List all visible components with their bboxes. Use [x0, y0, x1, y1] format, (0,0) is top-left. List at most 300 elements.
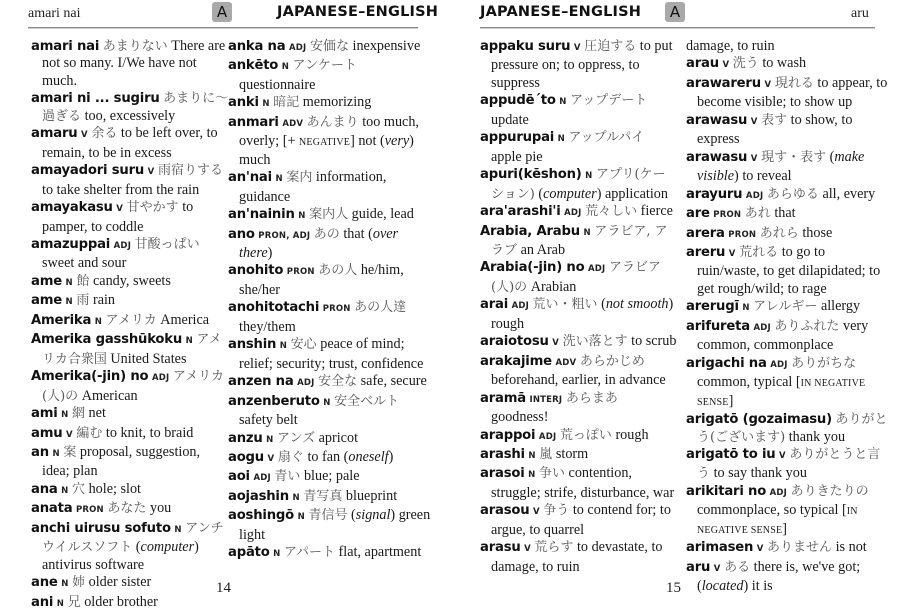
letter-tab: A — [665, 2, 685, 22]
definition-text: you — [146, 500, 172, 517]
part-of-speech: N — [262, 99, 270, 110]
definition-text: net — [85, 405, 106, 422]
definition-text: to fan ( — [303, 448, 349, 465]
japanese-term: あの人達 — [354, 300, 407, 316]
definition-text: to show, to express — [697, 111, 853, 148]
dictionary-entry — [686, 225, 890, 244]
dictionary-entry — [686, 539, 890, 558]
japanese-term: 暗記 — [273, 95, 300, 111]
part-of-speech: V — [779, 450, 786, 461]
japanese-term: 雨 — [76, 293, 90, 309]
headword: anata — [31, 501, 73, 517]
headword: an'nainin — [228, 207, 295, 223]
part-of-speech: ADJ — [151, 373, 170, 384]
dictionary-entry — [480, 129, 678, 166]
part-of-speech: ADJ — [253, 473, 271, 484]
definition-text: ) to reveal — [734, 168, 792, 185]
definition-text: questionnaire — [239, 76, 316, 93]
definition-text: older brother — [80, 593, 158, 610]
definition-text: to be left over, to remain, to be in excess — [42, 125, 218, 161]
definition-text: memorizing — [299, 94, 372, 111]
japanese-term: 網 — [71, 406, 85, 422]
definition-text: very common, commonplace — [697, 317, 869, 354]
headword: anmari — [228, 114, 279, 130]
headword: amayakasu — [31, 200, 113, 216]
headword: arifureta — [686, 318, 750, 334]
part-of-speech: ADJ — [769, 487, 788, 498]
definition-text: blue; pale — [300, 468, 360, 485]
japanese-term: あらゆる — [766, 186, 819, 202]
japanese-term: 荒っぽい — [559, 427, 612, 443]
headword: an — [31, 444, 49, 460]
japanese-term: ありがとうと言う — [697, 446, 881, 482]
definition-text: Arabian — [527, 278, 577, 295]
part-of-speech: V — [728, 248, 736, 259]
page-number: 14 — [216, 580, 231, 596]
section-title: JAPANESE–ENGLISH — [480, 4, 642, 20]
definition-text: ( — [132, 539, 141, 556]
definition-text: too much, overly; [+ — [239, 113, 419, 150]
dictionary-entry — [31, 292, 231, 311]
japanese-term: 荒れる — [739, 244, 779, 260]
definition-text: ] — [782, 520, 788, 537]
part-of-speech: V — [80, 130, 88, 141]
dictionary-entry — [228, 57, 433, 94]
definition-text: ( — [597, 296, 606, 313]
dictionary-entry — [686, 149, 890, 186]
headword: anohito — [228, 263, 284, 279]
definition-text: goodness! — [491, 409, 549, 426]
headword: anchi uirusu sofuto — [31, 520, 171, 536]
japanese-term: あまりない — [102, 39, 168, 54]
definition-text: to take shelter from the rain — [42, 181, 200, 198]
japanese-term: あなた — [107, 501, 147, 517]
part-of-speech: N — [281, 62, 290, 73]
definition-text: sweet and sour — [42, 255, 127, 272]
definition-text: ( — [534, 185, 544, 202]
japanese-term: 安全な — [318, 374, 358, 390]
part-of-speech: N — [61, 485, 69, 496]
dictionary-entry — [31, 199, 231, 236]
japanese-term: アップルパイ — [568, 130, 645, 146]
headword: ara'arashi'i — [480, 204, 561, 220]
dictionary-entry — [686, 112, 890, 149]
dictionary-entry — [228, 169, 433, 206]
definition-text: storm — [552, 445, 589, 462]
headword: Arabia, Arabu — [480, 223, 580, 239]
dictionary-entry — [31, 273, 231, 292]
section-title: JAPANESE–ENGLISH — [277, 4, 439, 20]
headword: ame — [31, 273, 62, 289]
italic-note: over there — [239, 225, 399, 261]
japanese-term: 青写真 — [303, 488, 343, 504]
part-of-speech: N — [94, 316, 103, 327]
definition-text: thank you — [785, 428, 846, 445]
entry-column — [228, 38, 433, 564]
definition-text: that ( — [339, 225, 373, 242]
headword: anohitotachi — [228, 300, 320, 316]
part-of-speech: N — [65, 277, 73, 288]
part-of-speech: ADJ — [288, 43, 307, 53]
dictionary-entry — [480, 259, 678, 296]
dictionary-entry — [480, 92, 678, 129]
usage-label: IN NEGATIVE SENSE — [697, 506, 858, 536]
italic-note: oneself — [348, 448, 389, 465]
guide-word: amari nai — [28, 6, 81, 21]
dictionary-entry — [686, 411, 890, 446]
part-of-speech: N — [56, 598, 65, 609]
dictionary-entry — [686, 483, 890, 539]
headword: arayuru — [686, 186, 743, 202]
headword: ani — [31, 594, 54, 610]
dictionary-entry — [31, 500, 231, 519]
part-of-speech: N — [266, 434, 274, 445]
headword: arawasu — [686, 149, 748, 165]
japanese-term: 雨宿りする — [157, 163, 223, 179]
headword: aoshingō — [228, 508, 295, 524]
part-of-speech: V — [573, 43, 581, 53]
dictionary-entry — [686, 355, 890, 411]
japanese-term: ありません — [767, 540, 833, 556]
japanese-term: 甘酸っぱい — [134, 236, 200, 252]
japanese-term: 案 — [63, 444, 77, 460]
part-of-speech: N — [273, 549, 281, 560]
headword: arashi — [480, 446, 525, 462]
headword: arigatō (gozaimasu) — [686, 412, 832, 428]
part-of-speech: V — [756, 544, 764, 555]
part-of-speech: V — [764, 79, 772, 90]
japanese-term: 姉 — [72, 575, 86, 591]
part-of-speech: PRON — [728, 229, 757, 240]
part-of-speech: PRON, ADJ — [258, 230, 311, 241]
definition-text: older sister — [85, 574, 152, 591]
continued-definition: damage, to ruin — [686, 38, 775, 54]
japanese-term: アメリカ — [105, 312, 157, 328]
headword: aoi — [228, 469, 250, 485]
dictionary-entry — [228, 114, 433, 169]
japanese-term: アメリカ合衆国 — [42, 332, 222, 367]
dictionary-entry — [480, 296, 678, 333]
definition-text: ) — [388, 448, 394, 465]
part-of-speech: N — [65, 297, 73, 308]
japanese-term: アプリ(ケーション) — [491, 167, 666, 202]
definition-text: ) green light — [239, 507, 431, 543]
headword: araiotosu — [480, 334, 549, 350]
japanese-term: ありきたりの — [790, 483, 869, 499]
part-of-speech: N — [583, 227, 591, 238]
japanese-term: ありふれた — [774, 318, 840, 334]
dictionary-entry — [686, 559, 890, 596]
part-of-speech: ADJ — [588, 264, 606, 275]
definition-text: candy, sweets — [89, 272, 171, 289]
definition-text: safe, secure — [357, 373, 427, 390]
dictionary-entry — [31, 236, 231, 273]
part-of-speech: N — [323, 397, 331, 408]
dictionary-entry — [31, 520, 231, 574]
dictionary-entry — [686, 298, 890, 317]
japanese-term: 案内 — [286, 170, 313, 186]
japanese-term: 洗い落とす — [562, 334, 628, 350]
right-page — [450, 0, 900, 604]
entry-column — [686, 38, 890, 596]
definition-text: allergy — [817, 298, 861, 315]
part-of-speech: ADJ — [770, 359, 788, 370]
dictionary-entry — [686, 318, 890, 355]
dictionary-entry — [480, 427, 678, 446]
part-of-speech: N — [585, 171, 593, 182]
headword: amari ni ... sugiru — [31, 91, 160, 107]
definition-text: ) — [267, 244, 273, 261]
definition-text: to pamper, to coddle — [42, 199, 194, 235]
japanese-term: あまりに〜過ぎる — [42, 91, 229, 124]
headword: anzenberuto — [228, 393, 320, 409]
dictionary-entry — [686, 186, 890, 205]
part-of-speech: INTERJ — [529, 394, 563, 405]
dictionary-entry — [228, 336, 433, 373]
part-of-speech: ADV — [282, 118, 304, 129]
definition-text: ] not ( — [350, 133, 385, 150]
part-of-speech: N — [298, 211, 306, 222]
japanese-term: 争う — [543, 503, 570, 519]
dictionary-entry — [31, 125, 231, 162]
definition-text: blueprint — [342, 487, 398, 504]
dictionary-entry — [480, 465, 678, 502]
italic-note: signal — [355, 507, 391, 524]
part-of-speech: V — [713, 563, 721, 574]
japanese-term: 飴 — [76, 273, 90, 289]
dictionary-entry — [31, 444, 231, 481]
definition-text: ) antivirus software — [42, 539, 199, 573]
part-of-speech: ADV — [555, 357, 577, 368]
part-of-speech: V — [147, 167, 155, 178]
dictionary-entry — [31, 481, 231, 500]
dictionary-entry — [686, 55, 890, 74]
italic-note: located — [701, 578, 744, 595]
japanese-term: 青信号 — [308, 508, 348, 524]
header-rule — [28, 27, 418, 28]
headword: arai — [480, 297, 509, 313]
part-of-speech: N — [52, 448, 60, 459]
japanese-term: 安心 — [290, 337, 317, 353]
headword: an'nai — [228, 170, 272, 186]
part-of-speech: N — [185, 336, 193, 347]
part-of-speech: N — [528, 470, 536, 481]
header-rule — [480, 27, 875, 28]
dictionary-entry — [31, 405, 231, 424]
letter-tab: A — [212, 2, 232, 22]
part-of-speech: N — [174, 524, 182, 535]
japanese-term: あれ — [744, 206, 771, 222]
definition-text: common, typical [ — [697, 374, 801, 391]
part-of-speech: V — [750, 153, 758, 164]
dictionary-entry — [480, 223, 678, 260]
part-of-speech: N — [557, 134, 565, 145]
definition-text: inexpensive — [348, 38, 421, 54]
definition-text: to wash — [758, 55, 807, 72]
definition-text: there is, we've got; ( — [697, 558, 861, 595]
part-of-speech: N — [275, 174, 283, 185]
japanese-term: 編む — [76, 425, 103, 441]
headword: aramā — [480, 390, 526, 406]
japanese-term: 安価な — [309, 39, 349, 54]
dictionary-entry — [31, 425, 231, 444]
japanese-term: 穴 — [72, 481, 86, 497]
dictionary-entry — [228, 226, 433, 263]
usage-label: IN NEGATIVE SENSE — [697, 378, 866, 408]
japanese-term: あらかじめ — [579, 353, 645, 369]
headword: appudē´to — [480, 93, 556, 109]
definition-text: American — [78, 387, 138, 404]
japanese-term: 荒らす — [534, 540, 574, 556]
dictionary-entry — [31, 594, 231, 613]
page-number: 15 — [666, 580, 681, 596]
dictionary-entry — [686, 38, 890, 55]
part-of-speech: N — [528, 450, 536, 461]
part-of-speech: PRON — [286, 267, 315, 278]
headword: anki — [228, 95, 259, 111]
headword: Arabia(-jin) no — [480, 260, 585, 276]
dictionary-entry — [228, 299, 433, 336]
japanese-term: アラビア(人)の — [491, 260, 661, 295]
left-page — [0, 0, 450, 610]
dictionary-entry — [31, 312, 231, 331]
usage-label: NEGATIVE — [299, 137, 351, 149]
definition-text: ) it is — [743, 578, 773, 595]
japanese-term: アメリカ(人)の — [42, 369, 224, 404]
headword: arasu — [480, 540, 521, 556]
dictionary-entry — [228, 507, 433, 544]
headword: arappoi — [480, 427, 536, 443]
japanese-term: アップデート — [570, 93, 648, 109]
dictionary-entry — [31, 38, 231, 90]
definition-text: fierce — [637, 203, 673, 220]
definition-text: contention, struggle; strife, disturbance, war — [491, 465, 675, 501]
dictionary-entry — [31, 162, 231, 199]
dictionary-entry — [31, 574, 231, 593]
dictionary-entry — [228, 393, 433, 430]
definition-text: those — [798, 224, 833, 241]
definition-text: beforehand, earlier, in advance — [491, 372, 666, 389]
definition-text: hole; slot — [85, 480, 141, 497]
definition-text: ) application — [596, 185, 668, 202]
japanese-term: 扇ぐ — [277, 449, 304, 465]
japanese-term: あらまあ — [565, 390, 618, 406]
headword: arawareru — [686, 75, 761, 91]
japanese-term: ある — [724, 559, 751, 575]
japanese-term: 青い — [274, 469, 301, 485]
japanese-term: あんまり — [306, 114, 359, 130]
definition-text: to appear, to become visible; to show up — [697, 74, 888, 111]
japanese-term: 荒々しい — [585, 204, 638, 220]
japanese-term: アパート — [284, 545, 335, 561]
japanese-term: 安全ベルト — [334, 393, 400, 409]
definition-text: to put pressure on; to oppress, to suppress — [491, 38, 673, 91]
definition-text: proposal, suggestion, idea; plan — [42, 443, 201, 480]
definition-text: commonplace, so typical [ — [697, 502, 847, 519]
japanese-term: 争い — [538, 466, 565, 482]
part-of-speech: ADJ — [113, 240, 132, 251]
part-of-speech: V — [552, 338, 560, 349]
part-of-speech: PRON — [75, 505, 104, 516]
dictionary-entry — [686, 446, 890, 483]
japanese-term: 表す — [761, 112, 788, 128]
headword: ame — [31, 293, 62, 309]
entry-column — [31, 38, 231, 613]
part-of-speech: V — [750, 116, 758, 127]
definition-text: they/them — [239, 318, 296, 335]
dictionary-entry — [228, 488, 433, 507]
japanese-term: あの — [313, 226, 340, 242]
headword: Amerika(-jin) no — [31, 369, 149, 385]
headword: arikitari no — [686, 483, 767, 499]
headword: are — [686, 206, 710, 222]
headword: amu — [31, 425, 63, 441]
japanese-term: アンズ — [276, 430, 316, 446]
japanese-term: アンチウイルスソフト — [42, 520, 224, 556]
japanese-term: 現れる — [774, 75, 814, 91]
headword: Amerika gasshūkoku — [31, 332, 183, 348]
dictionary-entry — [228, 373, 433, 392]
japanese-term: 洗う — [732, 56, 759, 72]
definition-text: to say thank you — [710, 465, 807, 482]
dictionary-entry — [480, 446, 678, 465]
japanese-term: 嵐 — [539, 446, 553, 462]
entry-column — [480, 38, 678, 576]
definition-text: safety belt — [239, 412, 298, 429]
headword: ana — [31, 481, 58, 497]
headword: ano — [228, 226, 255, 242]
dictionary-entry — [228, 430, 433, 449]
definition-text: apricot — [315, 429, 359, 446]
dictionary-entry — [228, 544, 433, 563]
dictionary-entry — [228, 206, 433, 225]
dictionary-entry — [480, 38, 678, 92]
definition-text: ) rough — [491, 296, 674, 332]
part-of-speech: V — [267, 453, 275, 464]
japanese-term: 兄 — [67, 594, 81, 610]
headword: amayadori suru — [31, 163, 145, 179]
definition-text: ) much — [239, 133, 414, 168]
italic-note: very — [384, 133, 410, 150]
japanese-term: あの人 — [318, 263, 358, 279]
headword: arasoi — [480, 466, 525, 482]
definition-text: to devastate, to damage, to ruin — [491, 539, 663, 575]
japanese-term: 案内人 — [309, 207, 349, 223]
definition-text: to go to ruin/waste, to get dilapidated; to get rough/wild; to rage — [697, 243, 881, 297]
japanese-term: ありがとう(ございます) — [697, 412, 888, 445]
part-of-speech: N — [742, 303, 750, 314]
definition-text: United States — [106, 350, 187, 367]
japanese-term: アンケート — [292, 58, 357, 74]
definition-text: he/him, she/her — [239, 262, 404, 298]
dictionary-entry — [31, 90, 231, 125]
headword: ami — [31, 406, 58, 422]
part-of-speech: N — [292, 492, 300, 503]
headword: arerugī — [686, 299, 739, 315]
italic-note: make visible — [697, 148, 865, 185]
japanese-term: 荒い・粗い — [532, 297, 598, 313]
japanese-term: あれら — [759, 225, 799, 241]
headword: anka na — [228, 39, 286, 54]
dictionary-entry — [228, 449, 433, 468]
headword: amari nai — [31, 39, 100, 54]
headword: arigatō to iu — [686, 446, 776, 462]
headword: anzen na — [228, 374, 294, 390]
japanese-term: 余る — [91, 126, 118, 142]
definition-text: apple pie — [491, 148, 543, 165]
headword: arau — [686, 56, 719, 72]
dictionary-entry — [686, 244, 890, 298]
